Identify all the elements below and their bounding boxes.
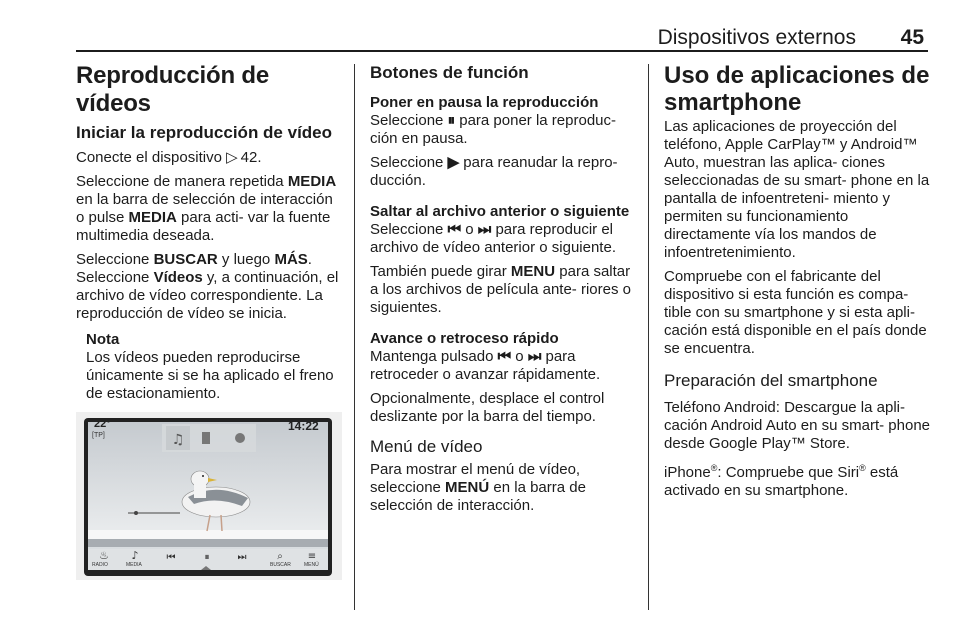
infotainment-screen-image xyxy=(76,412,342,580)
paragraph: Las aplicaciones de proyección del teléfono, Apple CarPlay™ y Android™ Auto, muestran las aplica- ciones seleccionadas de su smart- phone en la pantalla de infoentreteni- miento y permiten su funcionamiento directamente vía los mandos de infoentretenimiento. xyxy=(664,118,930,261)
subsection-title: Saltar al archivo anterior o siguiente xyxy=(370,203,630,220)
page-number: 45 xyxy=(900,26,924,49)
svg-text:≡: ≡ xyxy=(307,551,317,562)
paragraph: Seleccione ⏸ para poner la reproduc- ción en pausa. xyxy=(370,112,617,147)
screen-button-menu: MENÚ xyxy=(304,562,319,568)
paragraph: Seleccione BUSCAR y luego MÁS. Seleccione Vídeos y, a continuación, el archivo de vídeo correspondiente. La reproducción de vídeo se inicia. xyxy=(76,251,339,322)
column-divider xyxy=(354,64,355,610)
column-2 xyxy=(370,62,636,521)
screen-button-buscar: BUSCAR xyxy=(270,562,291,568)
svg-text:⏸: ⏸ xyxy=(204,552,210,563)
subsection-title: Iniciar la reproducción de vídeo xyxy=(76,123,333,142)
subsection-title: Menú de vídeo xyxy=(370,437,483,456)
previous-track-icon: ⏮ xyxy=(447,221,462,238)
screen-clock: 14:22 xyxy=(288,419,319,433)
page-header xyxy=(76,24,928,52)
note-box xyxy=(76,331,342,403)
paragraph: Teléfono Android: Descargue la apli- cación Android Auto en su smart- phone desde Google Play™ Store. xyxy=(664,399,931,452)
next-track-icon: ⏭ xyxy=(477,221,492,238)
svg-text:♪: ♪ xyxy=(131,549,139,562)
column-3 xyxy=(664,62,930,506)
paragraph: También puede girar MENU para saltar a los archivos de película ante- riores o siguientes. xyxy=(370,263,631,316)
note-title: Nota xyxy=(86,331,120,348)
paragraph: Opcionalmente, desplace el control deslizante por la barra del tiempo. xyxy=(370,390,605,425)
paragraph: Mantenga pulsado ⏮ o ⏭ para retroceder o avanzar rápidamente. xyxy=(370,348,601,383)
column-1 xyxy=(76,62,342,409)
pause-icon: ⏸ xyxy=(447,112,456,129)
screen-button-media: MEDIA xyxy=(126,562,142,568)
paragraph: Compruebe con el fabricante del dispositivo si esta función es compa- tible con su smartphone y si esta apli- cación está disponible en el país donde se encuentra. xyxy=(664,268,927,357)
fast-forward-icon: ⏭ xyxy=(527,348,542,365)
section-title: Uso de aplicaciones de smartphone xyxy=(664,62,930,116)
header-title: Dispositivos externos xyxy=(657,26,856,49)
subsection-title: Poner en pausa la reproducción xyxy=(370,94,599,111)
screen-button-radio: RADIO xyxy=(92,562,108,568)
svg-text:⏭: ⏭ xyxy=(237,552,247,563)
section-title: Reproducción de vídeos xyxy=(76,62,270,117)
paragraph: Conecte el dispositivo ▷ 42. xyxy=(76,149,262,166)
note-text: Los vídeos pueden reproducirse únicamente si se ha aplicado el freno de estacionamiento. xyxy=(86,349,334,402)
paragraph: Seleccione de manera repetida MEDIA en la barra de selección de interacción o pulse MEDIA para acti- var la fuente multimedia deseada. xyxy=(76,173,337,244)
rewind-icon: ⏮ xyxy=(497,348,512,365)
paragraph: Seleccione ⏮ o ⏭ para reproducir el archivo de vídeo anterior o siguiente. xyxy=(370,221,616,256)
see-page-arrow-icon: ▷ xyxy=(226,149,241,166)
svg-text:⏮: ⏮ xyxy=(166,552,176,563)
screen-tp-label: [TP] xyxy=(92,432,105,439)
svg-text:⌕: ⌕ xyxy=(277,551,283,562)
svg-text:♨: ♨ xyxy=(99,549,109,562)
screen-temperature: 22° xyxy=(94,418,111,430)
paragraph: iPhone®: Compruebe que Siri® está activado en su smartphone. xyxy=(664,463,899,499)
svg-text:♫: ♫ xyxy=(171,432,185,448)
subsection-title: Avance o retroceso rápido xyxy=(370,330,559,347)
section-title: Botones de función xyxy=(370,63,529,82)
column-divider xyxy=(648,64,649,610)
paragraph: Seleccione ▶ para reanudar la repro- ducción. xyxy=(370,154,618,189)
play-icon: ▶ xyxy=(447,154,460,171)
subsection-title: Preparación del smartphone xyxy=(664,371,878,390)
paragraph: Para mostrar el menú de vídeo, seleccione MENÚ en la barra de selección de interacción. xyxy=(370,461,586,514)
